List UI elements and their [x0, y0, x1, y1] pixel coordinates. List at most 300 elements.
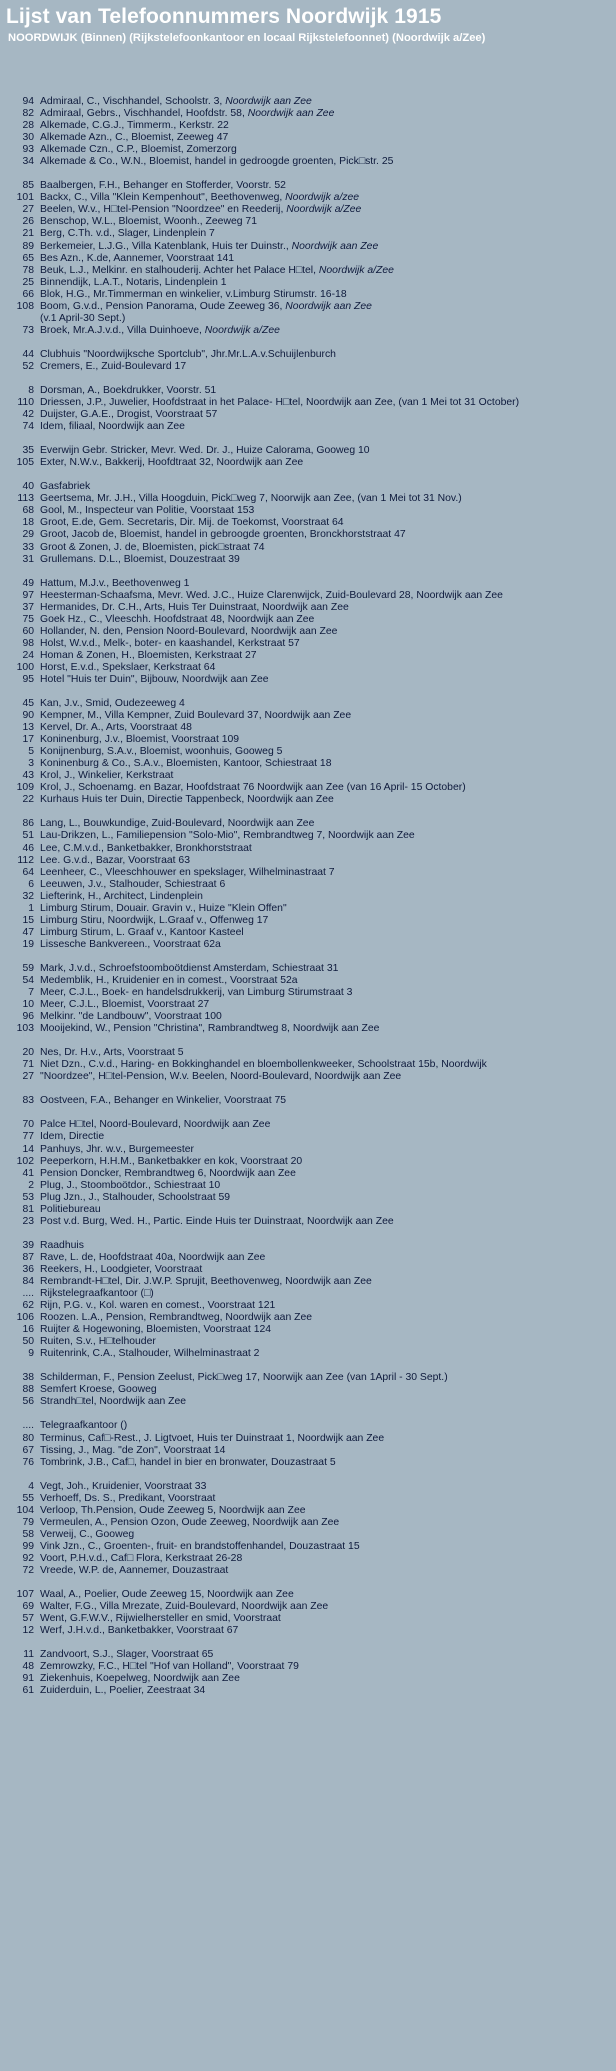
group-spacer	[6, 168, 606, 180]
list-item	[6, 1144, 606, 1156]
list-item	[6, 361, 606, 373]
phone-number: 89	[22, 240, 34, 252]
phone-number: 2	[28, 1179, 34, 1191]
subscriber-details: Lau-Drikzen, L., Familiepension "Solo-Mio", Rembrandtweg 7, Noordwijk aan Zee	[40, 830, 415, 842]
subscriber-text	[40, 204, 606, 216]
group-spacer	[6, 566, 606, 578]
subscriber-details: Groot & Zonen, J. de, Bloemisten, pick□straat 74	[40, 541, 265, 553]
subscriber-text	[40, 241, 606, 253]
phone-number: 113	[17, 493, 34, 505]
phone-number: 33	[22, 541, 34, 553]
phone-number: 62	[22, 1300, 34, 1312]
subscriber-details: Idem, filiaal, Noordwijk aan Zee	[40, 421, 185, 433]
letter-group	[6, 445, 606, 469]
phone-number: 78	[22, 264, 34, 276]
subscriber-text	[40, 325, 606, 337]
phone-number: 36	[22, 1263, 34, 1275]
list-item	[6, 313, 606, 325]
subscriber-details: Berg, C.Th. v.d., Slager, Lindenplein 7	[40, 228, 215, 240]
group-spacer	[6, 1107, 606, 1119]
list-item	[6, 1457, 606, 1469]
subscriber-text	[40, 1420, 606, 1432]
subscriber-text	[40, 132, 606, 144]
list-item	[6, 120, 606, 132]
list-item	[6, 542, 606, 554]
subscriber-details: Hotel "Huis ter Duin", Bijbouw, Noordwijk aan Zee	[40, 673, 269, 685]
list-item	[6, 554, 606, 566]
list-item	[6, 1420, 606, 1432]
phone-number: 100	[16, 661, 34, 673]
subscriber-text	[40, 554, 606, 566]
subscriber-text	[40, 96, 606, 108]
phone-number: 108	[16, 300, 34, 312]
subscriber-text	[40, 253, 606, 265]
phone-number: 32	[22, 890, 34, 902]
subscriber-details: Driessen, J.P., Juwelier, Hoofdstraat in het Palace- H□tel, Noordwijk aan Zee, (van 1 Mei tot 31 October)	[40, 397, 520, 409]
phone-number: 41	[22, 1167, 34, 1179]
subscriber-details: Vermeulen, A., Pension Ozon, Oude Zeeweg, Noordwijk aan Zee	[40, 1516, 340, 1528]
list-item	[6, 999, 606, 1011]
subscriber-text	[40, 867, 606, 879]
location-italic: Noordwijk aan Zee	[247, 108, 335, 120]
list-item	[6, 1192, 606, 1204]
phone-number: 48	[22, 1661, 34, 1673]
phone-number: 16	[22, 1324, 34, 1336]
phone-number: 88	[22, 1384, 34, 1396]
subscriber-text	[40, 927, 606, 939]
list-item	[6, 1649, 606, 1661]
list-item	[6, 1589, 606, 1601]
group-spacer	[6, 469, 606, 481]
subscriber-details: Duijster, G.A.E., Drogist, Voorstraat 57	[40, 409, 218, 421]
letter-group	[6, 698, 606, 806]
phone-number: 96	[22, 1011, 34, 1023]
subscriber-text	[40, 999, 606, 1011]
subscriber-text	[40, 650, 606, 662]
phone-number: 35	[22, 445, 34, 457]
group-spacer	[6, 1408, 606, 1420]
list-item	[6, 963, 606, 975]
phone-number: 80	[22, 1432, 34, 1444]
subscriber-text	[40, 1180, 606, 1192]
subscriber-details: Gool, M., Inspecteur van Politie, Voorstaat 153	[40, 505, 255, 517]
subscriber-details: Backx, C., Villa "Klein Kempenhout", Beethovenweg,	[40, 192, 286, 204]
letter-group	[6, 1649, 606, 1697]
subscriber-details: Alkemade Azn., C., Bloemist, Zeeweg 47	[40, 132, 229, 144]
subscriber-details: Baalbergen, F.H., Behanger en Stofferder, Voorstr. 52	[40, 180, 286, 192]
subscriber-details: Plug Jzn., J., Stalhouder, Schoolstraat 59	[40, 1191, 231, 1203]
subscriber-text	[40, 1348, 606, 1360]
subscriber-details: Kempner, M., Villa Kempner, Zuid Boulevard 37, Noordwijk aan Zee	[40, 710, 352, 722]
list-item	[6, 1264, 606, 1276]
subscriber-details: Liefterink, H., Architect, Lindenplein	[40, 890, 203, 902]
subscriber-text	[40, 1685, 606, 1697]
subscriber-details: Geertsema, Mr. J.H., Villa Hoogduin, Pick□weg 7, Noorwijk aan Zee, (van 1 Mei tot 31 Nov.)	[40, 493, 462, 505]
letter-group	[6, 1119, 606, 1227]
subscriber-text	[40, 590, 606, 602]
subscriber-details: Tombrink, J.B., Caf□, handel in bier en bronwater, Douzastraat 5	[40, 1456, 336, 1468]
subscriber-text	[40, 1529, 606, 1541]
subscriber-details: Binnendijk, L.A.T., Notaris, Lindenplein 1	[40, 276, 227, 288]
list-item	[6, 1011, 606, 1023]
list-item	[6, 1445, 606, 1457]
subscriber-text	[40, 1276, 606, 1288]
location-italic: Noordwijk a/Zee	[204, 324, 280, 336]
list-item	[6, 590, 606, 602]
subscriber-text	[40, 1119, 606, 1131]
phone-list	[6, 96, 606, 1697]
location-italic: Noordwijk aan Zee	[291, 240, 379, 252]
phone-number: 105	[16, 457, 34, 469]
subscriber-details: Zemrowzky, F.C., H□tel "Hof van Holland", Voorstraat 79	[40, 1661, 299, 1673]
phone-number: 77	[22, 1131, 34, 1143]
subscriber-text	[40, 289, 606, 301]
subscriber-text	[40, 1264, 606, 1276]
phone-number: 46	[22, 842, 34, 854]
subscriber-details: Zuiderduin, L., Poelier, Zeestraat 34	[40, 1685, 206, 1697]
phone-number: 7	[28, 987, 34, 999]
list-item	[6, 1240, 606, 1252]
list-item	[6, 216, 606, 228]
list-item	[6, 746, 606, 758]
subscriber-text	[40, 1541, 606, 1553]
location-italic: Noordwijk a/Zee	[318, 264, 394, 276]
subscriber-text	[40, 987, 606, 999]
subscriber-text	[40, 1673, 606, 1685]
subscriber-text	[40, 602, 606, 614]
subscriber-text	[40, 156, 606, 168]
group-spacer	[6, 1577, 606, 1589]
letter-group	[6, 180, 606, 337]
list-item	[6, 1613, 606, 1625]
subscriber-details: "Noordzee", H□tel-Pension, W.v. Beelen, Noord-Boulevard, Noordwijk aan Zee	[40, 1071, 402, 1083]
list-item	[6, 650, 606, 662]
phone-number: 68	[22, 505, 34, 517]
letter-group	[6, 1095, 606, 1107]
subscriber-text	[40, 830, 606, 842]
subscriber-text	[40, 843, 606, 855]
subscriber-text	[40, 1336, 606, 1348]
phone-number: 79	[22, 1516, 34, 1528]
subscriber-details: Koninenburg, J.v., Bloemist, Voorstraat 109	[40, 734, 240, 746]
subscriber-text	[40, 1505, 606, 1517]
list-item	[6, 228, 606, 240]
subscriber-details: Alkemade & Co., W.N., Bloemist, handel in gedroogde groenten, Pick□str. 25	[40, 156, 394, 168]
subscriber-details: Konijnenburg, S.A.v., Bloemist, woonhuis, Gooweg 5	[40, 746, 283, 758]
subscriber-details: Hermanides, Dr. C.H., Arts, Huis Ter Duinstraat, Noordwijk aan Zee	[40, 601, 349, 613]
subscriber-details: Lang, L., Bouwkundige, Zuid-Boulevard, Noordwijk aan Zee	[40, 818, 315, 830]
subscriber-details: Rave, L. de, Hoofdstraat 40a, Noordwijk aan Zee	[40, 1251, 266, 1263]
list-item	[6, 1553, 606, 1565]
subscriber-text	[40, 1625, 606, 1637]
letter-group	[6, 96, 606, 168]
page-subtitle: NOORDWIJK (Binnen) (Rijkstelefoonkantoor en locaal Rijkstelefoonnet) (Noordwijk a/Zee)	[8, 32, 486, 44]
subscriber-text	[40, 722, 606, 734]
phone-number: 49	[22, 577, 34, 589]
subscriber-details: Ruiten, S.v., H□telhouder	[40, 1336, 156, 1348]
subscriber-details: Werf, J.H.v.d., Banketbakker, Voorstraat 67	[40, 1625, 239, 1637]
list-item	[6, 1348, 606, 1360]
subscriber-details: Politiebureau	[40, 1203, 101, 1215]
phone-number: 27	[22, 1071, 34, 1083]
subscriber-details: Meer, C.J.L., Bloemist, Voorstraat 27	[40, 999, 210, 1011]
subscriber-details: Clubhuis "Noordwijksche Sportclub", Jhr.Mr.L.A.v.Schuijlenburch	[40, 348, 336, 360]
list-item	[6, 939, 606, 951]
subscriber-text	[40, 975, 606, 987]
subscriber-text	[40, 1445, 606, 1457]
subscriber-details: Cremers, E., Zuid-Boulevard 17	[40, 360, 187, 372]
letter-group	[6, 1481, 606, 1577]
subscriber-text	[40, 578, 606, 590]
letter-group	[6, 578, 606, 686]
letter-group	[6, 963, 606, 1035]
list-item	[6, 301, 606, 313]
phone-number: ....	[22, 1420, 34, 1432]
phone-number: 87	[22, 1251, 34, 1263]
list-item	[6, 1433, 606, 1445]
subscriber-text	[40, 770, 606, 782]
phone-number: 18	[22, 517, 34, 529]
list-item	[6, 180, 606, 192]
phone-number: 64	[22, 866, 34, 878]
list-item	[6, 1493, 606, 1505]
phone-number: 39	[22, 1239, 34, 1251]
phone-number: 29	[22, 529, 34, 541]
subscriber-details: Rijn, P.G. v., Kol. waren en comest., Voorstraat 121	[40, 1300, 276, 1312]
phone-number: 55	[22, 1492, 34, 1504]
list-item	[6, 1625, 606, 1637]
group-spacer	[6, 1228, 606, 1240]
list-item	[6, 421, 606, 433]
phone-number: 27	[22, 204, 34, 216]
subscriber-details: Verhoeff, Ds. S., Predikant, Voorstraat	[40, 1492, 216, 1504]
list-item	[6, 1529, 606, 1541]
phone-number: 25	[22, 276, 34, 288]
location-italic: Noordwijk a/zee	[285, 192, 360, 204]
list-item	[6, 1180, 606, 1192]
group-spacer	[6, 1083, 606, 1095]
subscriber-details: Waal, A., Poelier, Oude Zeeweg 15, Noordwijk aan Zee	[40, 1589, 294, 1601]
phone-number: 93	[22, 144, 34, 156]
subscriber-details: Leeuwen, J.v., Stalhouder, Schiestraat 6	[40, 878, 226, 890]
subscriber-text	[40, 1240, 606, 1252]
phone-number: 38	[22, 1372, 34, 1384]
group-spacer	[6, 433, 606, 445]
group-spacer	[6, 373, 606, 385]
list-item	[6, 1336, 606, 1348]
list-item	[6, 915, 606, 927]
subscriber-text	[40, 542, 606, 554]
list-item	[6, 1131, 606, 1143]
list-item	[6, 1324, 606, 1336]
subscriber-details: Ziekenhuis, Koepelweg, Noordwijk aan Zee	[40, 1673, 240, 1685]
subscriber-details: (v.1 April-30 Sept.)	[40, 312, 126, 324]
subscriber-details: Kan, J.v., Smid, Oudezeeweg 4	[40, 698, 185, 710]
phone-number: 74	[22, 421, 34, 433]
subscriber-text	[40, 963, 606, 975]
list-item	[6, 674, 606, 686]
location-italic: Noordwijk aan Zee	[285, 300, 372, 312]
subscriber-text	[40, 397, 606, 409]
phone-number: 14	[22, 1143, 34, 1155]
list-item	[6, 144, 606, 156]
subscriber-details: Kurhaus Huis ter Duin, Directie Tappenbeck, Noordwijk aan Zee	[40, 794, 334, 806]
list-item	[6, 891, 606, 903]
list-item	[6, 445, 606, 457]
list-item	[6, 1059, 606, 1071]
subscriber-details: Panhuys, Jhr. w.v., Burgemeester	[40, 1143, 195, 1155]
subscriber-details: Vegt, Joh., Kruidenier, Voorstraat 33	[40, 1480, 207, 1492]
phone-number: 84	[22, 1275, 34, 1287]
subscriber-text	[40, 1023, 606, 1035]
list-item	[6, 1372, 606, 1384]
subscriber-details: Zandvoort, S.J., Slager, Voorstraat 65	[40, 1649, 214, 1661]
phone-number: 109	[16, 782, 34, 794]
subscriber-text	[40, 818, 606, 830]
subscriber-details: Melkinr. "de Landbouw", Voorstraat 100	[40, 1011, 222, 1023]
list-item	[6, 108, 606, 120]
subscriber-text	[40, 782, 606, 794]
subscriber-text	[40, 1216, 606, 1228]
subscriber-details: Exter, N.W.v., Bakkerij, Hoofdtraat 32, Noordwijk aan Zee	[40, 457, 304, 469]
list-item	[6, 1565, 606, 1577]
phone-number: 112	[17, 854, 34, 866]
subscriber-details: Peeperkorn, H.H.M., Banketbakker en kok, Voorstraat 20	[40, 1155, 303, 1167]
phone-number	[6, 313, 40, 325]
subscriber-text	[40, 1517, 606, 1529]
subscriber-text	[40, 1131, 606, 1143]
subscriber-text	[40, 1661, 606, 1673]
subscriber-text	[40, 108, 606, 120]
subscriber-details: Bes Azn., K.de, Aannemer, Voorstraat 141	[40, 252, 235, 264]
subscriber-details: Tissing, J., Mag. "de Zon", Voorstraat 14	[40, 1444, 226, 1456]
list-item	[6, 1300, 606, 1312]
letter-group	[6, 481, 606, 565]
letter-group	[6, 818, 606, 951]
subscriber-text	[40, 1384, 606, 1396]
subscriber-details: Beuk, L.J., Melkinr. en stalhouderij. Achter het Palace H□tel,	[40, 264, 319, 276]
phone-number: 43	[22, 770, 34, 782]
subscriber-details: Lee, C.M.v.d., Banketbakker, Bronkhorststraat	[40, 842, 252, 854]
group-spacer	[6, 806, 606, 818]
subscriber-text	[40, 1613, 606, 1625]
subscriber-text	[40, 180, 606, 192]
subscriber-text	[40, 265, 606, 277]
list-item	[6, 867, 606, 879]
subscriber-text	[40, 1288, 606, 1300]
subscriber-text	[40, 445, 606, 457]
subscriber-text	[40, 1372, 606, 1384]
subscriber-details: Semfert Kroese, Gooweg	[40, 1384, 157, 1396]
list-item	[6, 529, 606, 541]
subscriber-text	[40, 313, 606, 325]
list-item	[6, 818, 606, 830]
subscriber-text	[40, 1433, 606, 1445]
subscriber-details: Krol, J., Winkelier, Kerkstraat	[40, 770, 174, 782]
subscriber-details: Homan & Zonen, H., Bloemisten, Kerkstraat 27	[40, 649, 257, 661]
subscriber-details: Oostveen, F.A., Behanger en Winkelier, Voorstraat 75	[40, 1095, 287, 1107]
subscriber-text	[40, 1252, 606, 1264]
phone-number: 45	[22, 698, 34, 710]
group-spacer	[6, 1469, 606, 1481]
phone-number: 70	[22, 1119, 34, 1131]
subscriber-text	[40, 1601, 606, 1613]
phone-number: 67	[22, 1444, 34, 1456]
subscriber-details: Plug, J., Stoomboötdor., Schiestraat 10	[40, 1179, 221, 1191]
list-item	[6, 1541, 606, 1553]
list-item	[6, 843, 606, 855]
subscriber-details: Limburg Stiru, Noordwijk, L.Graaf v., Offenweg 17	[40, 914, 269, 926]
subscriber-details: Limburg Stirum, Douair. Gravin v., Huize "Klein Offen"	[40, 902, 287, 914]
subscriber-text	[40, 939, 606, 951]
subscriber-details: Medemblik, H., Kruidenier en in comest., Voorstraat 52a	[40, 975, 298, 986]
phone-number: 94	[22, 96, 34, 107]
phone-number: 24	[22, 649, 34, 661]
subscriber-text	[40, 891, 606, 903]
letter-group	[6, 349, 606, 373]
phone-number: 21	[22, 228, 34, 240]
subscriber-text	[40, 1300, 606, 1312]
list-item	[6, 1023, 606, 1035]
phone-number: 13	[22, 722, 34, 734]
subscriber-details: Meer, C.J.L., Boek- en handelsdrukkerij, van Limburg Stirumstraat 3	[40, 987, 353, 999]
list-item	[6, 1384, 606, 1396]
subscriber-details: Lissesche Bankvereen., Voorstraat 62a	[40, 938, 221, 950]
list-item	[6, 770, 606, 782]
list-item	[6, 409, 606, 421]
page-title: Lijst van Telefoonnummers Noordwijk 1915	[6, 5, 442, 28]
list-item	[6, 1685, 606, 1697]
subscriber-details: Heesterman-Schaafsma, Mevr. Wed. J.C., Huize Clarenwijck, Zuid-Boulevard 28, Noordwijk aan Zee	[40, 589, 503, 601]
subscriber-text	[40, 144, 606, 156]
phone-number: 54	[22, 975, 34, 986]
list-item	[6, 241, 606, 253]
phone-number: ....	[22, 1288, 34, 1300]
list-item	[6, 457, 606, 469]
subscriber-text	[40, 1047, 606, 1059]
phone-number: 11	[23, 1649, 34, 1661]
subscriber-details: Krol, J., Schoenamg. en Bazar, Hoofdstraat 76 Noordwijk aan Zee (van 16 April- 15 October)	[40, 782, 466, 794]
subscriber-details: Roozen. L.A., Pension, Rembrandtweg, Noordwijk aan Zee	[40, 1312, 313, 1324]
phone-number: 72	[22, 1564, 34, 1576]
subscriber-text	[40, 1589, 606, 1601]
list-item	[6, 132, 606, 144]
list-item	[6, 758, 606, 770]
letter-group	[6, 385, 606, 433]
subscriber-text	[40, 698, 606, 710]
subscriber-details: Raadhuis	[40, 1239, 84, 1251]
subscriber-text	[40, 517, 606, 529]
list-item	[6, 325, 606, 337]
group-spacer	[6, 951, 606, 963]
phone-number: 5	[28, 746, 34, 758]
subscriber-text	[40, 734, 606, 746]
phone-number: 1	[28, 902, 34, 914]
list-item	[6, 1119, 606, 1131]
subscriber-details: Mark, J.v.d., Schroefstoomboötdienst Amsterdam, Schiestraat 31	[40, 962, 339, 974]
phone-number: 4	[28, 1480, 34, 1492]
subscriber-details: Admiraal, C., Vischhandel, Schoolstr. 3,	[40, 96, 226, 107]
list-item	[6, 277, 606, 289]
list-item	[6, 782, 606, 794]
list-item	[6, 602, 606, 614]
subscriber-text	[40, 1192, 606, 1204]
subscriber-text	[40, 349, 606, 361]
phone-number: 30	[22, 132, 34, 144]
list-item	[6, 903, 606, 915]
phone-number: 69	[22, 1601, 34, 1613]
list-item	[6, 1095, 606, 1107]
